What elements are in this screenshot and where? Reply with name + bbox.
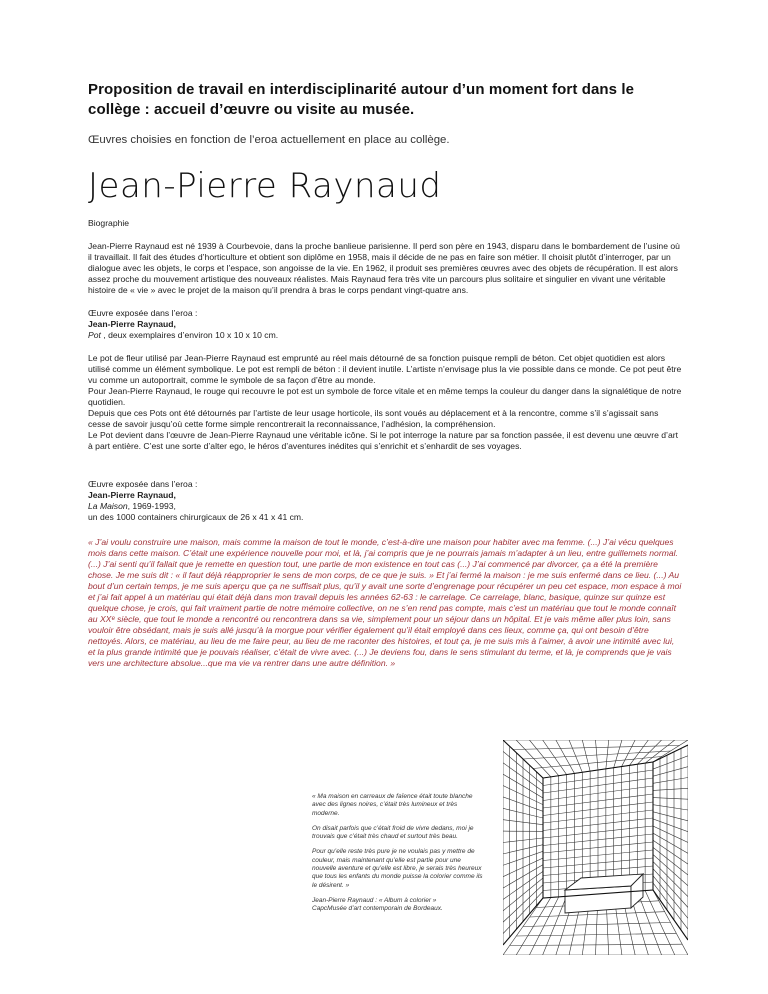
credit-line1: Jean-Pierre Raynaud : « Album à colorier » bbox=[312, 896, 437, 904]
side-note: « Ma maison en carreaux de faïence était toute blanche avec des lignes noires, c’était très lumineux et très moderne. bbox=[312, 793, 473, 817]
work1-artist: Jean-Pierre Raynaud, bbox=[88, 319, 176, 329]
tiled-house-drawing bbox=[503, 740, 688, 955]
work1-details: , deux exemplaires d’environ 10 x 10 x 10 cm. bbox=[100, 330, 279, 340]
artist-quote: « J’ai voulu construire une maison, mais comme la maison de tout le monde, c’est-à-dire une maison pour habiter avec ma femme. (...) J’ai vécu quelques mois dans cette maison. C’était une expérience nouvelle pour moi, et là, j’ai compris que je ne pourrais jamais m’adapter à un lieu, entre guillemets normal. (...) J’ai senti qu’il fallait que je remette en question tout, une partie de mon existence en tout cas (...) J’ai commencé par divorcer, ça a été la première chose. Je me suis dit : « il faut déjà réapproprier le sens de mon corps, de ce que je suis. » Et j’ai fermé la maison : je me suis enfermé dans ce lieu. (...) Au bout d’un certain temps, je me suis aperçu que ça ne suffisait plus, qu’il y avait une sorte d’engrenage pour récupérer un peu cet espace, mon espace à moi et j’ai fait appel à un matériau qui était déjà dans mon travail depuis les années 62-63 : le carrelage. Ce carrelage, blanc, basique, quinze sur quinze est quelque chose, je crois, qui fait vraiment partie de notre mémoire collective, on ne s’en rend pas compte, mais c’est un matériau que tout le monde connaît au XXᵉ siècle, que tout le monde a rencontré ou rencontrera dans sa vie, simplement pour un séjour dans un hôpital. Et je vais même aller plus loin, sans vouloir être obsédant, mais je suis allé jusqu’à la morgue pour vérifier également qu’il était employé dans ces lieux, comme ça, qui ont besoin d’être nettoyés. Alors, ce matériau, au lieu de me faire peur, au lieu de me raconter des histoires, et tout ça, je me suis mis à l’aimer, à avoir une intimité avec lui, et la plus grande intimité que je pouvais réaliser, c’était de vivre avec. (...) Je deviens fou, dans le sens stimulant du terme, et là, je comprends que je vais vers une architecture absolue...que ma vie va rentrer dans une autre définition. » bbox=[88, 537, 682, 668]
artist-title: Jean-Pierre Raynaud bbox=[88, 166, 442, 206]
pot-paragraph: Depuis que ces Pots ont été détournés par l’artiste de leur usage horticole, ils sont voués au déplacement et à la rencontre, comme s’il s’agissait sans cesse de savoir jusqu’où cette forme simple rencontrerait la reconnaissance, l’adhésion, la compréhension. bbox=[88, 408, 659, 429]
work2-details: un des 1000 containers chirurgicaux de 26 x 41 x 41 cm. bbox=[88, 512, 304, 522]
page-heading: Proposition de travail en interdisciplinarité autour d’un moment fort dans le collège : accueil d’œuvre ou visite au musée. bbox=[88, 81, 635, 118]
work1-label: Œuvre exposée dans l’eroa : bbox=[88, 308, 198, 318]
credit-line2: CapcMusée d’art contemporain de Bordeaux. bbox=[312, 905, 443, 913]
work1-title: Pot bbox=[88, 330, 101, 340]
pot-description bbox=[88, 353, 682, 452]
tiled-room-illustration bbox=[503, 740, 688, 955]
work2-artist: Jean-Pierre Raynaud, bbox=[88, 490, 176, 500]
work1-caption bbox=[88, 308, 682, 341]
intro-text: Œuvres choisies en fonction de l’eroa actuellement en place au collège. bbox=[88, 134, 450, 146]
side-note: Pour qu’elle reste très pure je ne voulais pas y mettre de couleur, mais maintenant qu’elle est partie pour une nouvelle aventure et qu’elle est libre, je serais très heureux que tous les enfants du monde puisse la colorier comme ils le désirent. » bbox=[312, 848, 483, 889]
work2-label: Œuvre exposée dans l’eroa : bbox=[88, 479, 198, 489]
image-credit bbox=[312, 897, 484, 914]
bio-label: Biographie bbox=[88, 218, 130, 228]
work2-years: , 1969-1993, bbox=[127, 501, 176, 511]
work2-title: La Maison bbox=[88, 501, 128, 511]
side-note: On disait parfois que c’était froid de vivre dedans, moi je trouvais que c’était très chaud et surtout très beau. bbox=[312, 824, 474, 841]
pot-paragraph: Le Pot devient dans l’œuvre de Jean-Pierre Raynaud une véritable icône. Si le pot interroge la nature par sa fonction passée, il est devenu une œuvre d’art à part entière. C’est une sorte d’alter ego, le héros d’aventures inédites qui s’enrichit et s’enhardit de ses voyages. bbox=[88, 430, 678, 451]
work2-caption bbox=[88, 479, 682, 523]
pot-paragraph: Pour Jean-Pierre Raynaud, le rouge qui recouvre le pot est un symbole de force vitale et en même temps la couleur du danger dans la signalétique de notre quotidien. bbox=[88, 386, 682, 407]
document-page bbox=[88, 80, 682, 669]
side-notes bbox=[312, 793, 484, 921]
bio-text: Jean-Pierre Raynaud est né 1939 à Courbevoie, dans la proche banlieue parisienne. Il perd son père en 1943, disparu dans le bombardement de l’usine où il travaillait. Il fait des études d’horticulture et obtient son diplôme en 1958, mais il décide de ne pas en faire son métier. Il choisit plutôt d’interroger, par un dialogue avec les objets, le corps et l’espace, son angoisse de la vie. En 1962, il produit ses premières œuvres avec des objets de récupération. Il est alors assez proche du mouvement artistique des nouveaux réalistes. Mais Raynaud fera très vite un parcours plus solitaire et singulier en vivant une véritable histoire de « vie » avec le projet de la maison qu’il prendra à bras le corps pendant vingt-quatre ans. bbox=[88, 241, 680, 295]
pot-paragraph: Le pot de fleur utilisé par Jean-Pierre Raynaud est emprunté au réel mais détourné de sa fonction puisque rempli de béton. Cet objet quotidien est alors utilisé comme un élément symbolique. Le pot est rempli de béton : il devient inutile. L’artiste n’envisage plus la vie possible dans ce monde. Ce pot peut être vu comme un autoportrait, comme le symbole de sa façon d’être au monde. bbox=[88, 353, 682, 385]
